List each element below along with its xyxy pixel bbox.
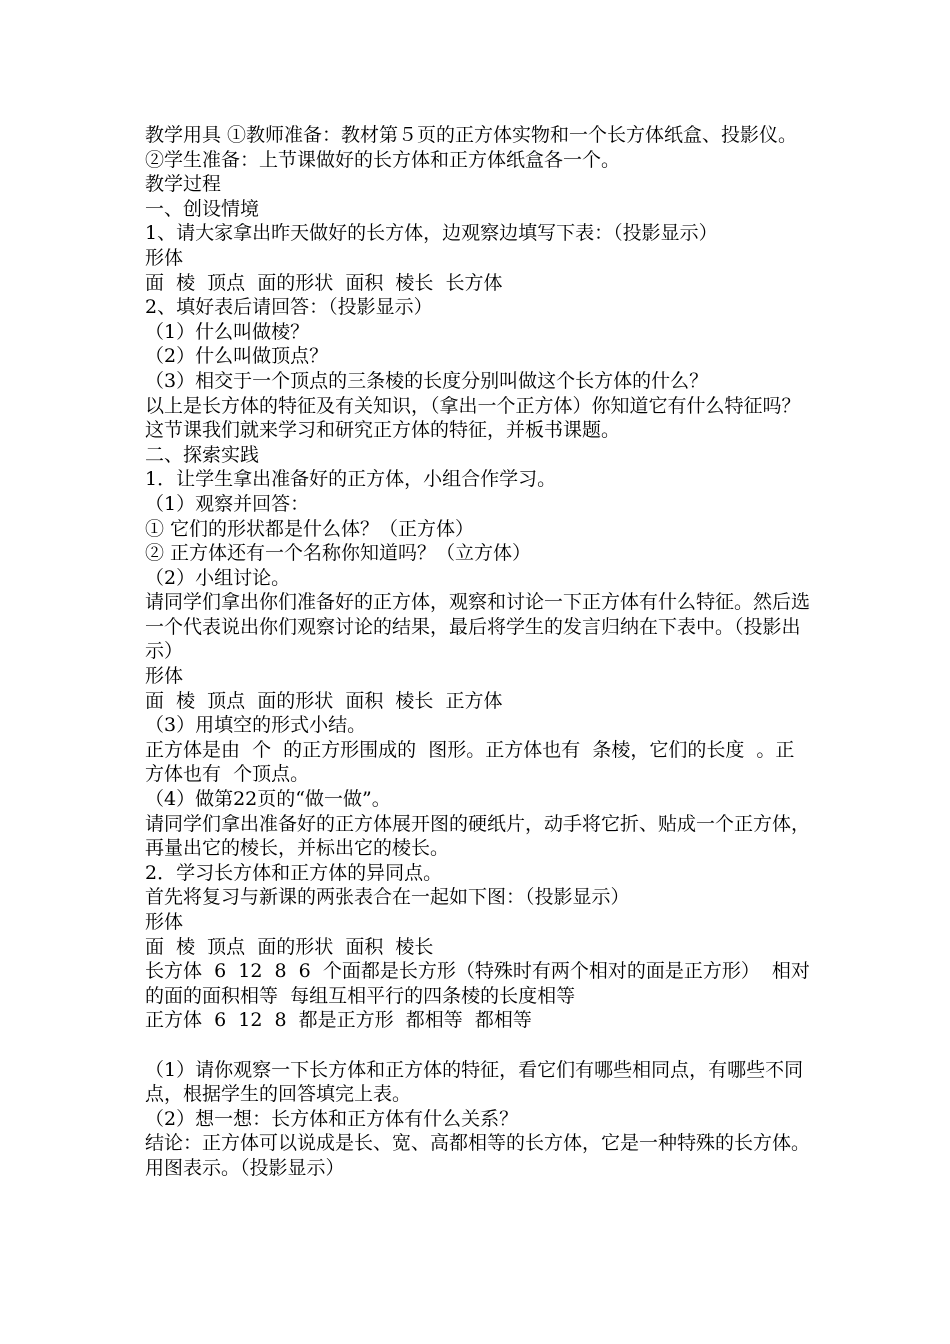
text-line-section-1-heading: 一、创设情境	[145, 197, 260, 220]
text-line: 1、请大家拿出昨天做好的长方体，边观察边填写下表：（投影显示）	[145, 222, 718, 245]
text-line: 长方体 6 12 8 6 个面都是长方形（特殊时有两个相对的面是正方形） 相对的面的面积相等 每组互相平行的四条棱的长度相等	[145, 960, 810, 1007]
text-line: （2）想一想：长方体和正方体有什么关系？	[145, 1107, 519, 1130]
text-line: 正方体是由 个 的正方形围成的 图形。正方体也有 条棱，它们的长度 。正方体也有 个顶点。	[145, 738, 795, 786]
text-line: 正方体 6 12 8 都是正方形 都相等 都相等	[145, 1009, 532, 1032]
blank-line	[145, 1033, 813, 1058]
text-line: （4）做第22页的“做一做”。	[145, 788, 391, 811]
text-line: 请同学们拿出你们准备好的正方体，观察和讨论一下正方体有什么特征。然后选一个代表说出你们观察讨论的结果，最后将学生的发言归纳在下表中。（投影出示）	[145, 591, 811, 663]
text-line: 形体	[145, 665, 184, 688]
text-line: 1．让学生拿出准备好的正方体，小组合作学习。	[145, 468, 557, 491]
text-line-process-heading: 教学过程	[145, 173, 222, 196]
document-body	[145, 123, 813, 1181]
text-line: 2．学习长方体和正方体的异同点。	[145, 861, 443, 884]
text-line: （2）小组讨论。	[145, 566, 291, 589]
text-line: 结论：正方体可以说成是长、宽、高都相等的长方体，它是一种特殊的长方体。用图表示。（投影显示）	[145, 1132, 811, 1179]
text-line-teaching-tools: 教学用具 ①教师准备：教材第５页的正方体实物和一个长方体纸盒、投影仪。②学生准备：上节课做好的长方体和正方体纸盒各一个。	[145, 124, 798, 171]
text-line: 2、填好表后请回答：（投影显示）	[145, 296, 433, 319]
text-line: 形体	[145, 246, 184, 269]
text-line: （3）用填空的形式小结。	[145, 714, 367, 737]
text-line-section-2-heading: 二、探索实践	[145, 443, 260, 466]
text-line: （1）请你观察一下长方体和正方体的特征，看它们有哪些相同点，有哪些不同点，根据学生的回答填完上表。	[145, 1058, 804, 1106]
text-line: 请同学们拿出准备好的正方体展开图的硬纸片，动手将它折、贴成一个正方体，再量出它的棱长，并标出它的棱长。	[145, 812, 811, 860]
text-line: （2）什么叫做顶点？	[145, 345, 329, 368]
text-line: 面 棱 顶点 面的形状 面积 棱长	[145, 935, 434, 958]
text-line: 面 棱 顶点 面的形状 面积 棱长 长方体	[145, 271, 503, 294]
text-line: （1）观察并回答：	[145, 492, 310, 515]
text-line: 以上是长方体的特征及有关知识，（拿出一个正方体）你知道它有什么特征吗？这节课我们就来学习和研究正方体的特征，并板书课题。	[145, 394, 801, 442]
text-line: ② 正方体还有一个名称你知道吗？（立方体）	[145, 542, 532, 565]
text-line: ① 它们的形状都是什么体？（正方体）	[145, 517, 475, 540]
text-line: （3）相交于一个顶点的三条棱的长度分别叫做这个长方体的什么？	[145, 369, 709, 392]
text-line: 形体	[145, 911, 184, 933]
text-line: （1）什么叫做棱？	[145, 320, 310, 343]
text-line: 首先将复习与新课的两张表合在一起如下图：（投影显示）	[145, 886, 630, 909]
text-line: 面 棱 顶点 面的形状 面积 棱长 正方体	[145, 689, 503, 712]
